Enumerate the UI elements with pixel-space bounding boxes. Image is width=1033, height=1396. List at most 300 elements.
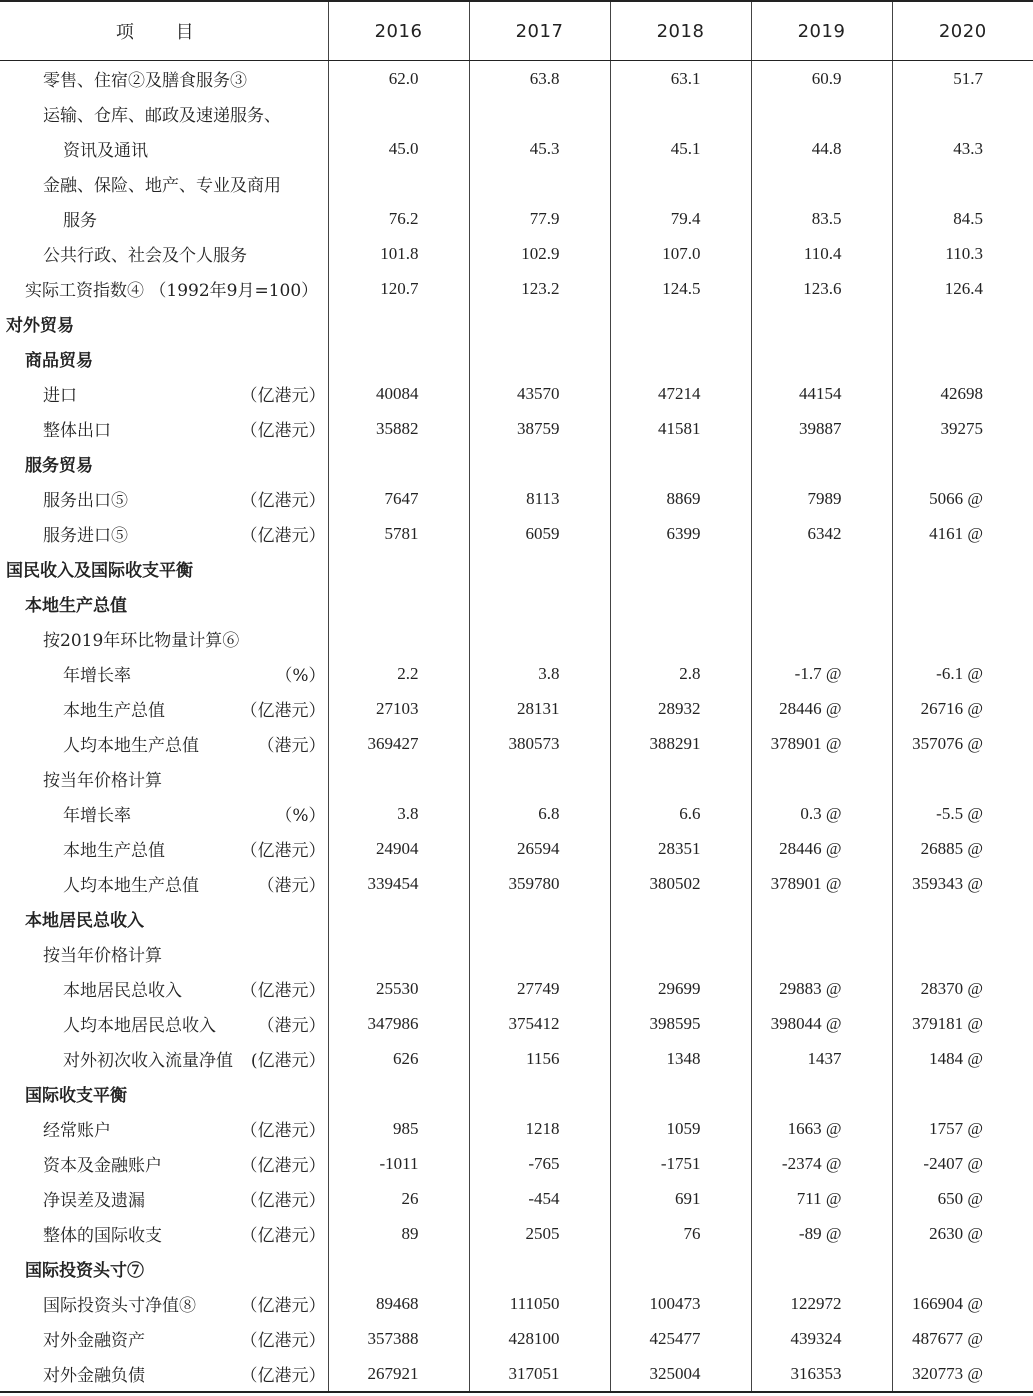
value-cell: -5.5 @ xyxy=(892,796,1033,831)
value-cell: 45.0 xyxy=(328,131,469,166)
row-unit: (亿港元） xyxy=(250,1051,326,1071)
value-cell: 626 xyxy=(328,1041,469,1076)
value-cell: 110.4 xyxy=(751,236,892,271)
row-label: 本地生产总值 xyxy=(63,701,165,721)
value-cell xyxy=(328,96,469,131)
value-cell: 317051 xyxy=(469,1356,610,1392)
value-cell: 110.3 xyxy=(892,236,1033,271)
row-label: 资讯及通讯 xyxy=(63,141,148,161)
value-cell: 27749 xyxy=(469,971,610,1006)
row-label-cell xyxy=(0,1356,328,1392)
row-label: 按当年价格计算 xyxy=(43,771,162,791)
value-cell xyxy=(751,936,892,971)
row-unit: （亿港元） xyxy=(240,421,326,441)
value-cell xyxy=(751,96,892,131)
table-row xyxy=(0,621,1033,656)
value-cell: 1156 xyxy=(469,1041,610,1076)
section-row xyxy=(0,306,1033,341)
value-cell: 28446 @ xyxy=(751,831,892,866)
table-row xyxy=(0,271,1033,306)
value-cell: 439324 xyxy=(751,1321,892,1356)
value-cell xyxy=(328,341,469,376)
value-cell: 28370 @ xyxy=(892,971,1033,1006)
row-label: 对外金融资产 xyxy=(43,1331,145,1351)
row-label-cell xyxy=(0,271,328,306)
row-label: 服务贸易 xyxy=(25,456,93,476)
row-label: 按2019年环比物量计算⑥ xyxy=(43,631,240,651)
value-cell: 27103 xyxy=(328,691,469,726)
value-cell xyxy=(610,621,751,656)
value-cell: 316353 xyxy=(751,1356,892,1392)
row-label-cell xyxy=(0,866,328,901)
value-cell xyxy=(469,1251,610,1286)
value-cell: 339454 xyxy=(328,866,469,901)
value-cell xyxy=(469,306,610,341)
row-label: 整体的国际收支 xyxy=(43,1226,162,1246)
value-cell xyxy=(328,621,469,656)
row-unit: （港元） xyxy=(257,876,326,896)
row-unit: （亿港元） xyxy=(240,1191,326,1211)
row-label: 国际投资头寸净值⑧ xyxy=(43,1296,196,1316)
table-row xyxy=(0,831,1033,866)
value-cell xyxy=(469,96,610,131)
value-cell: 120.7 xyxy=(328,271,469,306)
row-label-cell xyxy=(0,586,328,621)
section-row xyxy=(0,1076,1033,1111)
table-row xyxy=(0,411,1033,446)
value-cell xyxy=(751,446,892,481)
value-cell xyxy=(610,166,751,201)
header-row xyxy=(0,1,1033,61)
row-label: 本地生产总值 xyxy=(25,596,127,616)
value-cell: 83.5 xyxy=(751,201,892,236)
table-row xyxy=(0,796,1033,831)
value-cell: 388291 xyxy=(610,726,751,761)
row-label: 本地居民总收入 xyxy=(25,911,144,931)
value-cell xyxy=(751,761,892,796)
row-unit: （亿港元） xyxy=(240,491,326,511)
value-cell xyxy=(751,901,892,936)
value-cell: 28932 xyxy=(610,691,751,726)
item-column-header: 项 目 xyxy=(0,1,328,61)
value-cell: 487677 @ xyxy=(892,1321,1033,1356)
table-row xyxy=(0,656,1033,691)
value-cell: 41581 xyxy=(610,411,751,446)
value-cell: 29699 xyxy=(610,971,751,1006)
row-label-cell xyxy=(0,1181,328,1216)
table-row xyxy=(0,236,1033,271)
row-label: 服务出口⑤ xyxy=(43,491,128,511)
value-cell xyxy=(610,936,751,971)
value-cell: 1663 @ xyxy=(751,1111,892,1146)
value-cell: 43570 xyxy=(469,376,610,411)
value-cell: 2505 xyxy=(469,1216,610,1251)
year-column-header: 2020 xyxy=(892,1,1033,61)
value-cell xyxy=(892,551,1033,586)
value-cell: 3.8 xyxy=(328,796,469,831)
row-label-cell xyxy=(0,971,328,1006)
table-row xyxy=(0,1321,1033,1356)
value-cell xyxy=(892,166,1033,201)
row-label-cell xyxy=(0,1216,328,1251)
value-cell: 347986 xyxy=(328,1006,469,1041)
value-cell: 6059 xyxy=(469,516,610,551)
value-cell xyxy=(328,1076,469,1111)
value-cell: 378901 @ xyxy=(751,866,892,901)
row-label: 按当年价格计算 xyxy=(43,946,162,966)
value-cell: 1218 xyxy=(469,1111,610,1146)
section-row xyxy=(0,446,1033,481)
value-cell xyxy=(469,341,610,376)
value-cell: 26716 @ xyxy=(892,691,1033,726)
row-label: 对外贸易 xyxy=(6,316,74,336)
section-row xyxy=(0,341,1033,376)
value-cell xyxy=(328,306,469,341)
section-row xyxy=(0,1251,1033,1286)
value-cell: 76.2 xyxy=(328,201,469,236)
value-cell: 650 @ xyxy=(892,1181,1033,1216)
row-unit: （亿港元） xyxy=(240,386,326,406)
value-cell: 711 @ xyxy=(751,1181,892,1216)
value-cell: 28446 @ xyxy=(751,691,892,726)
value-cell: 8869 xyxy=(610,481,751,516)
row-label: 资本及金融账户 xyxy=(43,1156,162,1176)
table-row xyxy=(0,936,1033,971)
value-cell: 45.1 xyxy=(610,131,751,166)
value-cell: 378901 @ xyxy=(751,726,892,761)
value-cell: 76 xyxy=(610,1216,751,1251)
value-cell: 63.1 xyxy=(610,61,751,97)
row-label: 商品贸易 xyxy=(25,351,93,371)
value-cell: 43.3 xyxy=(892,131,1033,166)
row-label-cell xyxy=(0,656,328,691)
value-cell xyxy=(892,1251,1033,1286)
value-cell xyxy=(610,761,751,796)
value-cell: 380573 xyxy=(469,726,610,761)
value-cell: 28351 xyxy=(610,831,751,866)
value-cell xyxy=(751,586,892,621)
value-cell: 102.9 xyxy=(469,236,610,271)
value-cell: 51.7 xyxy=(892,61,1033,97)
value-cell xyxy=(892,1076,1033,1111)
section-row xyxy=(0,901,1033,936)
value-cell: 6399 xyxy=(610,516,751,551)
row-label-cell xyxy=(0,376,328,411)
value-cell: 42698 xyxy=(892,376,1033,411)
value-cell xyxy=(892,901,1033,936)
value-cell: 359780 xyxy=(469,866,610,901)
value-cell: 1059 xyxy=(610,1111,751,1146)
value-cell: 45.3 xyxy=(469,131,610,166)
table-row xyxy=(0,376,1033,411)
row-label-cell xyxy=(0,551,328,586)
table-row xyxy=(0,1181,1033,1216)
row-unit: （亿港元） xyxy=(240,841,326,861)
row-label-cell xyxy=(0,96,328,131)
value-cell: 398595 xyxy=(610,1006,751,1041)
value-cell: 2.2 xyxy=(328,656,469,691)
value-cell: 428100 xyxy=(469,1321,610,1356)
value-cell xyxy=(892,306,1033,341)
row-label: 净误差及遗漏 xyxy=(43,1191,145,1211)
value-cell xyxy=(328,1251,469,1286)
value-cell xyxy=(328,586,469,621)
value-cell: -2407 @ xyxy=(892,1146,1033,1181)
value-cell: 7647 xyxy=(328,481,469,516)
table-body xyxy=(0,61,1033,1393)
row-label: 年增长率 xyxy=(63,806,131,826)
value-cell: 26 xyxy=(328,1181,469,1216)
value-cell: 26594 xyxy=(469,831,610,866)
value-cell: 39887 xyxy=(751,411,892,446)
table-row xyxy=(0,131,1033,166)
row-unit: （港元） xyxy=(257,736,326,756)
value-cell: 26885 @ xyxy=(892,831,1033,866)
table-row xyxy=(0,691,1033,726)
row-unit: （亿港元） xyxy=(240,526,326,546)
value-cell: 62.0 xyxy=(328,61,469,97)
value-cell: 111050 xyxy=(469,1286,610,1321)
value-cell xyxy=(328,446,469,481)
value-cell: 5066 @ xyxy=(892,481,1033,516)
value-cell xyxy=(892,586,1033,621)
value-cell xyxy=(751,1251,892,1286)
table-row xyxy=(0,971,1033,1006)
row-label-cell xyxy=(0,131,328,166)
value-cell: 89 xyxy=(328,1216,469,1251)
row-unit: （亿港元） xyxy=(240,981,326,1001)
value-cell: 47214 xyxy=(610,376,751,411)
table-row xyxy=(0,1041,1033,1076)
value-cell: 44154 xyxy=(751,376,892,411)
value-cell: -765 xyxy=(469,1146,610,1181)
value-cell xyxy=(469,621,610,656)
value-cell: 6.8 xyxy=(469,796,610,831)
row-label: 公共行政、社会及个人服务 xyxy=(43,246,247,266)
table-row xyxy=(0,516,1033,551)
value-cell: 6.6 xyxy=(610,796,751,831)
value-cell: 357076 @ xyxy=(892,726,1033,761)
value-cell: 8113 xyxy=(469,481,610,516)
value-cell: 379181 @ xyxy=(892,1006,1033,1041)
value-cell: 166904 @ xyxy=(892,1286,1033,1321)
row-label-cell xyxy=(0,796,328,831)
value-cell xyxy=(892,761,1033,796)
value-cell: 325004 xyxy=(610,1356,751,1392)
row-label: 零售、住宿②及膳食服务③ xyxy=(43,71,247,91)
row-label: 国民收入及国际收支平衡 xyxy=(6,561,193,581)
row-label-cell xyxy=(0,761,328,796)
value-cell: 0.3 @ xyxy=(751,796,892,831)
value-cell: -89 @ xyxy=(751,1216,892,1251)
row-label-cell xyxy=(0,61,328,97)
value-cell: 28131 xyxy=(469,691,610,726)
table-row xyxy=(0,1286,1033,1321)
section-row xyxy=(0,586,1033,621)
row-unit: （亿港元） xyxy=(240,1121,326,1141)
value-cell xyxy=(469,166,610,201)
value-cell xyxy=(469,586,610,621)
value-cell: 4161 @ xyxy=(892,516,1033,551)
row-label-cell xyxy=(0,341,328,376)
value-cell: 123.6 xyxy=(751,271,892,306)
row-label-cell xyxy=(0,481,328,516)
row-label-cell xyxy=(0,306,328,341)
value-cell: 1484 @ xyxy=(892,1041,1033,1076)
value-cell: 107.0 xyxy=(610,236,751,271)
year-column-header: 2018 xyxy=(610,1,751,61)
row-label-cell xyxy=(0,1006,328,1041)
value-cell: 79.4 xyxy=(610,201,751,236)
value-cell xyxy=(328,166,469,201)
row-label-cell xyxy=(0,726,328,761)
value-cell xyxy=(469,1076,610,1111)
value-cell: 2630 @ xyxy=(892,1216,1033,1251)
value-cell: 122972 xyxy=(751,1286,892,1321)
row-label-cell xyxy=(0,201,328,236)
value-cell xyxy=(892,621,1033,656)
value-cell: -6.1 @ xyxy=(892,656,1033,691)
row-label-cell xyxy=(0,446,328,481)
row-label-cell xyxy=(0,516,328,551)
value-cell: 380502 xyxy=(610,866,751,901)
value-cell: 100473 xyxy=(610,1286,751,1321)
row-unit: （亿港元） xyxy=(240,1366,326,1386)
value-cell: 63.8 xyxy=(469,61,610,97)
value-cell: 359343 @ xyxy=(892,866,1033,901)
value-cell: -2374 @ xyxy=(751,1146,892,1181)
row-label-cell xyxy=(0,901,328,936)
value-cell: 77.9 xyxy=(469,201,610,236)
table-row xyxy=(0,1146,1033,1181)
row-label-cell xyxy=(0,1251,328,1286)
value-cell: 123.2 xyxy=(469,271,610,306)
value-cell xyxy=(469,551,610,586)
row-label-cell xyxy=(0,1076,328,1111)
year-column-header: 2019 xyxy=(751,1,892,61)
row-unit: （亿港元） xyxy=(240,1296,326,1316)
row-label-cell xyxy=(0,621,328,656)
value-cell: -1011 xyxy=(328,1146,469,1181)
table-row xyxy=(0,726,1033,761)
value-cell xyxy=(328,761,469,796)
value-cell: 425477 xyxy=(610,1321,751,1356)
row-unit: （亿港元） xyxy=(240,701,326,721)
value-cell: 101.8 xyxy=(328,236,469,271)
row-label-cell xyxy=(0,831,328,866)
value-cell: 5781 xyxy=(328,516,469,551)
value-cell: 2.8 xyxy=(610,656,751,691)
value-cell: 985 xyxy=(328,1111,469,1146)
value-cell xyxy=(751,341,892,376)
row-label: 服务 xyxy=(63,211,97,231)
row-label-cell xyxy=(0,1041,328,1076)
value-cell: 44.8 xyxy=(751,131,892,166)
value-cell xyxy=(892,341,1033,376)
row-label: 人均本地生产总值 xyxy=(63,876,199,896)
value-cell: 1757 @ xyxy=(892,1111,1033,1146)
row-label: 人均本地居民总收入 xyxy=(63,1016,216,1036)
row-label: 本地生产总值 xyxy=(63,841,165,861)
value-cell: 124.5 xyxy=(610,271,751,306)
row-label-cell xyxy=(0,1286,328,1321)
value-cell xyxy=(328,936,469,971)
value-cell xyxy=(328,551,469,586)
value-cell: 267921 xyxy=(328,1356,469,1392)
row-label: 整体出口 xyxy=(43,421,111,441)
table-row xyxy=(0,61,1033,97)
value-cell: 320773 @ xyxy=(892,1356,1033,1392)
value-cell xyxy=(610,551,751,586)
value-cell: 369427 xyxy=(328,726,469,761)
row-label: 进口 xyxy=(43,386,77,406)
row-unit: （港元） xyxy=(257,1016,326,1036)
row-label-cell xyxy=(0,691,328,726)
value-cell xyxy=(751,306,892,341)
row-label: 年增长率 xyxy=(63,666,131,686)
value-cell: 1348 xyxy=(610,1041,751,1076)
row-label: 服务进口⑤ xyxy=(43,526,128,546)
value-cell: 691 xyxy=(610,1181,751,1216)
value-cell xyxy=(469,901,610,936)
table-row xyxy=(0,1216,1033,1251)
value-cell: -1.7 @ xyxy=(751,656,892,691)
row-label-cell xyxy=(0,411,328,446)
row-label: 金融、保险、地产、专业及商用 xyxy=(43,176,281,196)
table-row xyxy=(0,481,1033,516)
value-cell: 35882 xyxy=(328,411,469,446)
value-cell: 6342 xyxy=(751,516,892,551)
value-cell xyxy=(751,551,892,586)
row-unit: （亿港元） xyxy=(240,1156,326,1176)
value-cell xyxy=(610,586,751,621)
value-cell: 7989 xyxy=(751,481,892,516)
value-cell: 357388 xyxy=(328,1321,469,1356)
row-label: 对外初次收入流量净值 xyxy=(63,1051,233,1071)
value-cell: 126.4 xyxy=(892,271,1033,306)
value-cell xyxy=(892,936,1033,971)
value-cell xyxy=(751,1076,892,1111)
row-label: 对外金融负债 xyxy=(43,1366,145,1386)
row-label-cell xyxy=(0,1321,328,1356)
value-cell: 3.8 xyxy=(469,656,610,691)
table-row xyxy=(0,201,1033,236)
table-row xyxy=(0,1356,1033,1392)
row-label: 国际收支平衡 xyxy=(25,1086,127,1106)
table-row xyxy=(0,866,1033,901)
value-cell: 40084 xyxy=(328,376,469,411)
value-cell xyxy=(469,936,610,971)
value-cell: 25530 xyxy=(328,971,469,1006)
year-column-header: 2017 xyxy=(469,1,610,61)
value-cell xyxy=(751,621,892,656)
table-row xyxy=(0,166,1033,201)
table-row xyxy=(0,1111,1033,1146)
value-cell xyxy=(610,341,751,376)
value-cell xyxy=(469,446,610,481)
value-cell: 39275 xyxy=(892,411,1033,446)
value-cell xyxy=(751,166,892,201)
row-unit: （亿港元） xyxy=(240,1226,326,1246)
value-cell: 375412 xyxy=(469,1006,610,1041)
value-cell: 24904 xyxy=(328,831,469,866)
row-label-cell xyxy=(0,1111,328,1146)
value-cell: 398044 @ xyxy=(751,1006,892,1041)
row-label-cell xyxy=(0,936,328,971)
table-row xyxy=(0,96,1033,131)
row-label: 经常账户 xyxy=(43,1121,111,1141)
value-cell xyxy=(328,901,469,936)
